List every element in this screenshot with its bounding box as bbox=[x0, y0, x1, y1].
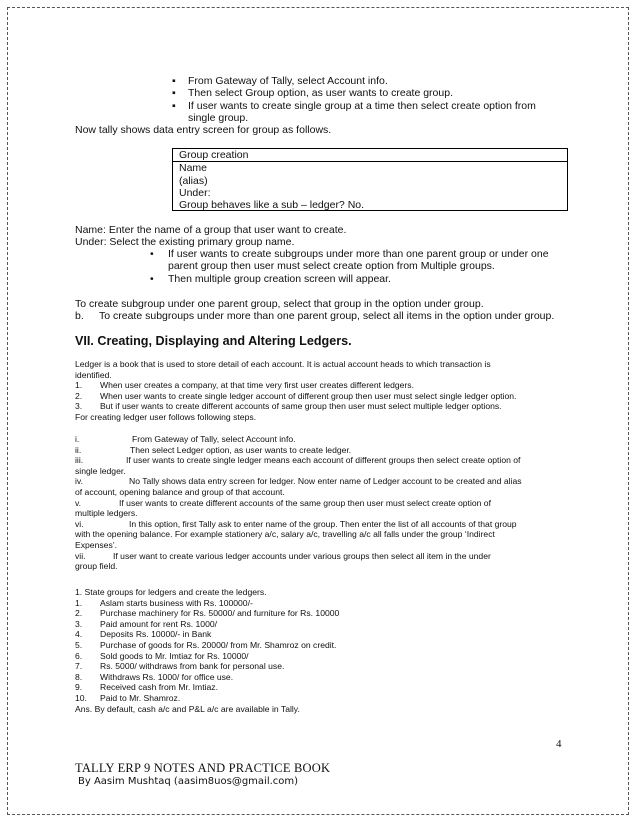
list-item bbox=[75, 629, 565, 640]
list-item-continuation bbox=[150, 260, 570, 272]
footer-author: By Aasim Mushtaq (aasim8uos@gmail.com) bbox=[78, 776, 299, 787]
under-bullet-list bbox=[150, 248, 570, 285]
list-item bbox=[75, 640, 565, 651]
intro-line: Now tally shows data entry screen for group as follows. bbox=[75, 124, 332, 136]
bullet-text: If user wants to create single group at a time then select create option from bbox=[188, 99, 536, 112]
item-text: Aslam starts business with Rs. 100000/- bbox=[100, 597, 253, 608]
item-number: 1. bbox=[75, 597, 83, 608]
item-text: Purchase of goods for Rs. 20000/ from Mr. Shamroz on credit. bbox=[100, 639, 337, 650]
item-text: From Gateway of Tally, select Account info. bbox=[132, 434, 296, 444]
item-number: 9. bbox=[75, 682, 83, 693]
exercise-intro: 1. State groups for ledgers and create the ledgers. bbox=[75, 587, 267, 597]
list-item bbox=[75, 598, 565, 609]
ledger-intro-line: identified. bbox=[75, 369, 112, 380]
bullet-text: single group. bbox=[188, 112, 249, 125]
item-number: 6. bbox=[75, 650, 83, 661]
subgroup-b-label: b. bbox=[75, 310, 84, 322]
item-number: 1. bbox=[75, 380, 83, 391]
list-item bbox=[172, 75, 572, 87]
list-item bbox=[75, 551, 565, 562]
list-item bbox=[75, 498, 565, 509]
under-line: Under: Select the existing primary group name. bbox=[75, 236, 295, 248]
bullet-text: Then multiple group creation screen will appear. bbox=[168, 272, 391, 285]
item-text: If user wants to create single ledger means each account of different groups then select create option of bbox=[126, 455, 521, 466]
square-bullet-icon: ▪ bbox=[172, 87, 176, 100]
top-bullet-list bbox=[172, 75, 572, 125]
ledger-section bbox=[75, 359, 565, 423]
item-text: In this option, first Tally ask to enter name of the group. Then enter the list of all accounts of that group bbox=[129, 518, 517, 529]
list-item bbox=[75, 608, 565, 619]
item-number: vii. bbox=[75, 550, 86, 561]
item-text: If user want to create various ledger accounts under various groups then select all item in the under bbox=[113, 550, 491, 561]
group-field-alias: (alias) bbox=[179, 174, 208, 187]
item-text: If user wants to create different accounts of the same group then user must select create option of bbox=[119, 497, 491, 508]
bullet-text: Then select Group option, as user wants to create group. bbox=[188, 87, 453, 100]
item-text: Withdraws Rs. 1000/ for office use. bbox=[100, 671, 234, 682]
item-continuation: Expenses’. bbox=[75, 539, 118, 550]
exercise-list bbox=[75, 598, 565, 704]
list-item-continuation bbox=[172, 112, 572, 124]
item-number: 2. bbox=[75, 390, 83, 401]
steps-list bbox=[75, 434, 565, 572]
list-item bbox=[75, 445, 565, 456]
list-item bbox=[150, 273, 570, 285]
item-number: 3. bbox=[75, 401, 83, 412]
item-number: 7. bbox=[75, 661, 83, 672]
bullet-text: parent group then user must select create option from Multiple groups. bbox=[168, 260, 495, 273]
list-item bbox=[75, 401, 565, 412]
group-field-behaves: Group behaves like a sub – ledger? No. bbox=[179, 199, 365, 211]
group-box-header-text: Group creation bbox=[179, 149, 249, 161]
item-number: 8. bbox=[75, 671, 83, 682]
list-item bbox=[75, 693, 565, 704]
bullet-text: From Gateway of Tally, select Account info. bbox=[188, 75, 388, 87]
item-number: 2. bbox=[75, 608, 83, 619]
item-text: When user creates a company, at that time very first user creates different ledgers. bbox=[100, 380, 414, 391]
square-bullet-icon: ▪ bbox=[172, 75, 176, 87]
item-number: 4. bbox=[75, 629, 83, 640]
item-text: Deposits Rs. 10000/- in Bank bbox=[100, 629, 212, 640]
item-number: 3. bbox=[75, 618, 83, 629]
list-item bbox=[75, 476, 565, 487]
item-number: 10. bbox=[75, 692, 87, 703]
item-continuation: multiple ledgers. bbox=[75, 508, 138, 519]
list-item bbox=[172, 100, 572, 112]
subgroup-b-item bbox=[75, 310, 575, 322]
list-item bbox=[75, 661, 565, 672]
item-text: Paid amount for rent Rs. 1000/ bbox=[100, 618, 218, 629]
name-line: Name: Enter the name of a group that user want to create. bbox=[75, 224, 347, 236]
item-number: vi. bbox=[75, 518, 84, 529]
round-bullet-icon: • bbox=[150, 248, 154, 260]
item-continuation: group field. bbox=[75, 561, 118, 572]
item-number: iv. bbox=[75, 476, 83, 487]
list-item bbox=[75, 391, 565, 402]
item-text: Purchase machinery for Rs. 50000/ and furniture for Rs. 10000 bbox=[100, 608, 340, 619]
ledger-intro-line: Ledger is a book that is used to store detail of each account. It is actual account heads to which transaction is bbox=[75, 359, 491, 369]
group-box-header bbox=[173, 149, 567, 162]
item-continuation: single ledger. bbox=[75, 465, 126, 476]
steps-intro: For creating ledger user follows following steps. bbox=[75, 411, 257, 422]
item-number: i. bbox=[75, 434, 80, 444]
item-number: iii. bbox=[75, 455, 84, 466]
answer-line: Ans. By default, cash a/c and P&L a/c are available in Tally. bbox=[75, 703, 300, 714]
item-text: Rs. 5000/ withdraws from bank for personal use. bbox=[100, 661, 285, 672]
item-text: Sold goods to Mr. Imtiaz for Rs. 10000/ bbox=[100, 650, 249, 661]
list-item bbox=[75, 619, 565, 630]
list-item bbox=[75, 434, 565, 445]
item-text: No Tally shows data entry screen for ledger. Now enter name of Ledger account to be created and alias bbox=[129, 476, 522, 487]
item-continuation: with the opening balance. For example stationery a/c, salary a/c, travelling a/c all falls under the group ‘Indirect bbox=[75, 529, 495, 540]
group-field-under: Under: bbox=[179, 187, 211, 199]
list-item bbox=[75, 380, 565, 391]
list-item bbox=[75, 672, 565, 683]
list-item bbox=[150, 248, 570, 260]
item-number: 5. bbox=[75, 639, 83, 650]
page-number: 4 bbox=[556, 738, 562, 750]
exercise-section bbox=[75, 587, 565, 714]
footer-title: TALLY ERP 9 NOTES AND PRACTICE BOOK bbox=[75, 761, 331, 775]
subgroup-line: To create subgroup under one parent group, select that group in the option under group. bbox=[75, 298, 484, 310]
list-item bbox=[172, 87, 572, 99]
list-item bbox=[75, 682, 565, 693]
list-item bbox=[75, 651, 565, 662]
bullet-text: If user wants to create subgroups under more than one parent group or under one bbox=[168, 248, 549, 260]
list-item bbox=[75, 519, 565, 530]
group-field-name: Name bbox=[179, 162, 208, 174]
item-continuation: of account, opening balance and group of that account. bbox=[75, 486, 285, 497]
item-text: Then select Ledger option, as user wants to create ledger. bbox=[130, 444, 352, 455]
item-number: v. bbox=[75, 497, 82, 508]
item-text: Paid to Mr. Shamroz. bbox=[100, 692, 181, 703]
item-text: But if user wants to create different accounts of same group then user must select multiple ledger options. bbox=[100, 401, 502, 412]
section-title: VII. Creating, Displaying and Altering Ledgers. bbox=[75, 334, 352, 348]
subgroup-b-text: To create subgroups under more than one parent group, select all items in the option under group. bbox=[99, 310, 555, 322]
item-text: Received cash from Mr. Imtiaz. bbox=[100, 682, 218, 693]
square-bullet-icon: ▪ bbox=[172, 99, 176, 112]
item-number: ii. bbox=[75, 444, 82, 455]
group-creation-box bbox=[172, 148, 568, 211]
round-bullet-icon: • bbox=[150, 272, 154, 285]
list-item bbox=[75, 455, 565, 466]
item-text: When user wants to create single ledger account of different group then user must select single ledger option. bbox=[100, 390, 517, 401]
